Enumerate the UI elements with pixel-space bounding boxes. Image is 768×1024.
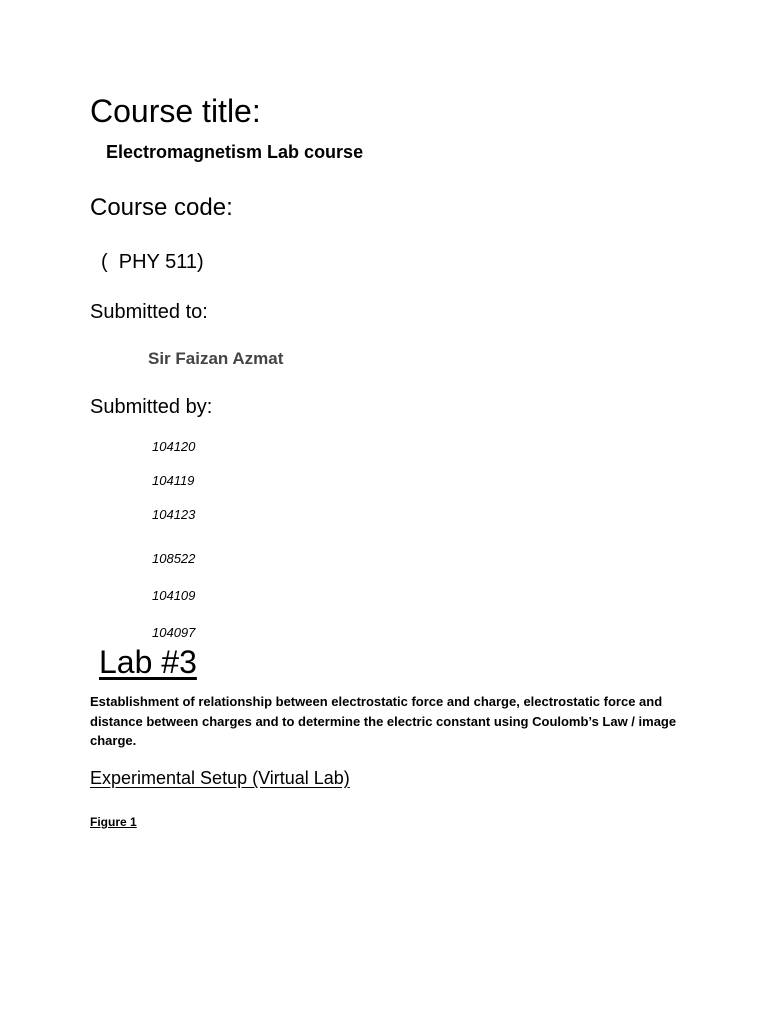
student-id: 104120	[152, 439, 196, 454]
course-title-heading: Course title:	[90, 93, 261, 129]
experimental-setup-heading: Experimental Setup (Virtual Lab)	[90, 768, 350, 788]
submitted-by-heading: Submitted by:	[90, 396, 213, 418]
figure-label: Figure 1	[90, 815, 137, 829]
instructor-name: Sir Faizan Azmat	[148, 349, 284, 368]
submitted-to-heading: Submitted to:	[90, 301, 208, 323]
lab-objective: Establishment of relationship between electrostatic force and charge, electrostatic force and distance between charges and to determine the electric constant using Coulomb’s Law / image charge.	[90, 694, 677, 748]
student-id: 104109	[152, 588, 196, 603]
student-id: 104097	[152, 625, 196, 640]
course-name: Electromagnetism Lab course	[106, 142, 364, 162]
course-code-heading: Course code:	[90, 194, 233, 221]
student-id: 108522	[152, 551, 196, 566]
lab-heading: Lab #3	[99, 644, 197, 680]
student-id: 104119	[152, 473, 195, 488]
course-code: ( PHY 511)	[101, 251, 204, 273]
student-id: 104123	[152, 507, 196, 522]
